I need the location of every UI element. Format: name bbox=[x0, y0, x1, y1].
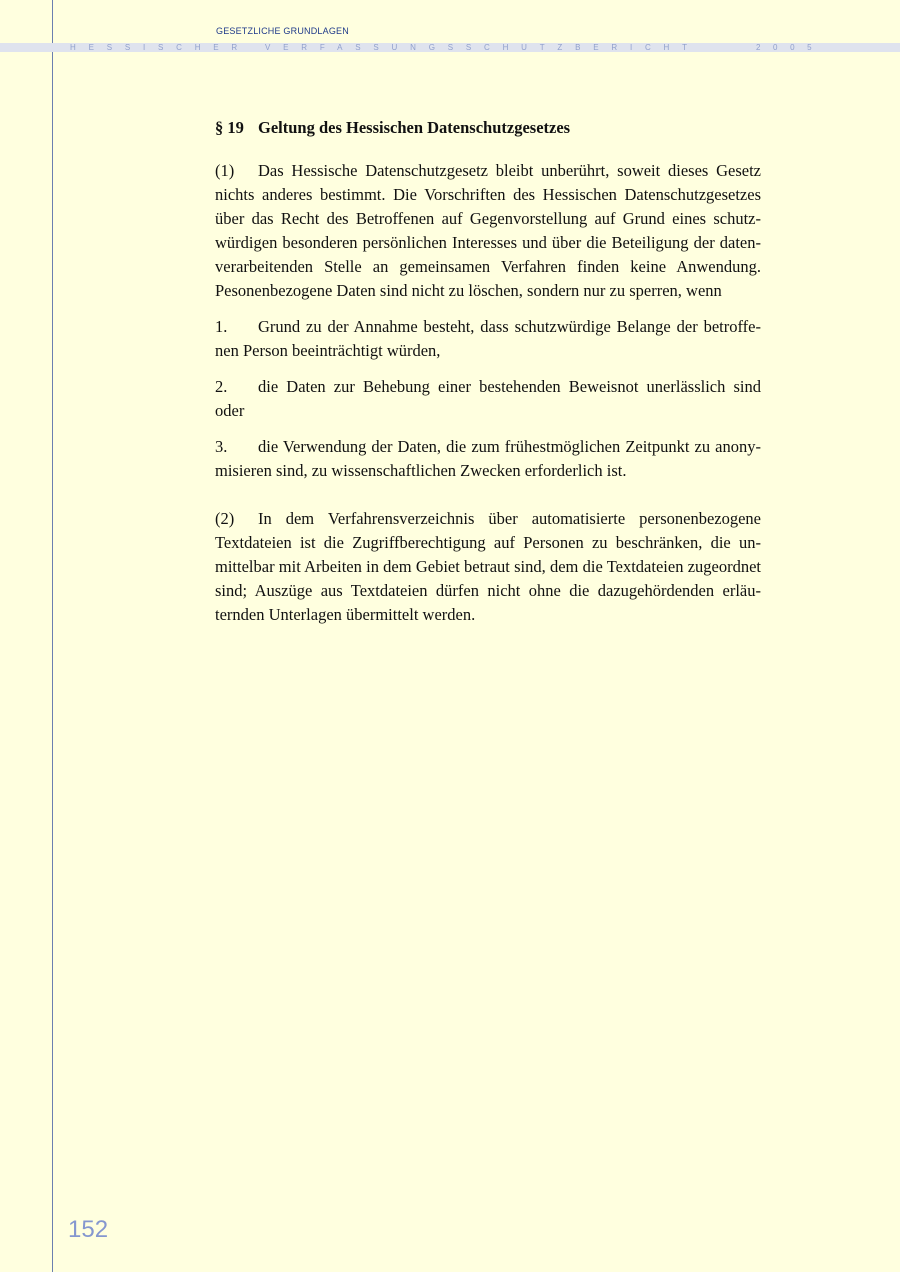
section-label: GESETZLICHE GRUNDLAGEN bbox=[216, 26, 349, 36]
list-item-text: die Daten zur Behebung einer bestehenden Beweisnot unerlässlich sind oder bbox=[215, 377, 761, 420]
paragraph-number: (2) bbox=[215, 509, 235, 528]
paragraph-number: (1) bbox=[215, 161, 235, 180]
list-item-2 bbox=[215, 375, 761, 423]
running-header-text bbox=[70, 43, 825, 52]
running-title: HESSISCHER VERFASSUNGSSCHUTZBERICHT bbox=[70, 43, 700, 52]
left-margin-rule bbox=[52, 0, 53, 1272]
list-item-number: 2. bbox=[215, 377, 228, 396]
list-item-3 bbox=[215, 435, 761, 483]
list-item-text: die Verwendung der Daten, die zum frühestmöglichen Zeitpunkt zu anonymisieren sind, zu wissenschaftlichen Zwecken erforderlich ist. bbox=[215, 437, 761, 480]
section-number: § 19 bbox=[215, 118, 244, 137]
section-title: Geltung des Hessischen Datenschutzgesetzes bbox=[258, 118, 571, 137]
page-number: 152 bbox=[68, 1216, 109, 1243]
paragraph-2 bbox=[215, 507, 761, 627]
main-content bbox=[215, 117, 761, 627]
paragraph-text: In dem Verfahrensverzeichnis über automatisierte personenbezogene Textdateien ist die Zugriffberechtigung auf Personen zu beschränken, die unmittelbar mit Arbeiten in dem Gebiet betraut sind, dem die Textdateien zugeordnet sind; Auszüge aus Textdateien dürfen nicht ohne die dazugehördenden erläuternden Unterlagen übermittelt werden. bbox=[215, 509, 761, 624]
running-year: 2005 bbox=[756, 43, 825, 52]
section-heading bbox=[215, 117, 761, 139]
list-item-1 bbox=[215, 315, 761, 363]
list-item-number: 3. bbox=[215, 437, 228, 456]
paragraph-1 bbox=[215, 159, 761, 303]
paragraph-text: Das Hessische Datenschutzgesetz bleibt unberührt, soweit dieses Gesetz nichts anderes bestimmt. Die Vorschriften des Hessischen Datenschutzgesetzes über das Recht des Betroffenen auf Gegenvorstellung auf Grund eines schutzwürdigen besonderen persönlichen Interesses und über die Beteiligung der datenverarbeitenden Stelle an gemeinsamen Verfahren finden keine Anwendung. Pesonenbezogene Daten sind nicht zu löschen, sondern nur zu sperren, wenn bbox=[215, 161, 761, 300]
list-item-number: 1. bbox=[215, 317, 228, 336]
list-item-text: Grund zu der Annahme besteht, dass schutzwürdige Belange der betroffenen Person beeinträchtigt würden, bbox=[215, 317, 761, 360]
